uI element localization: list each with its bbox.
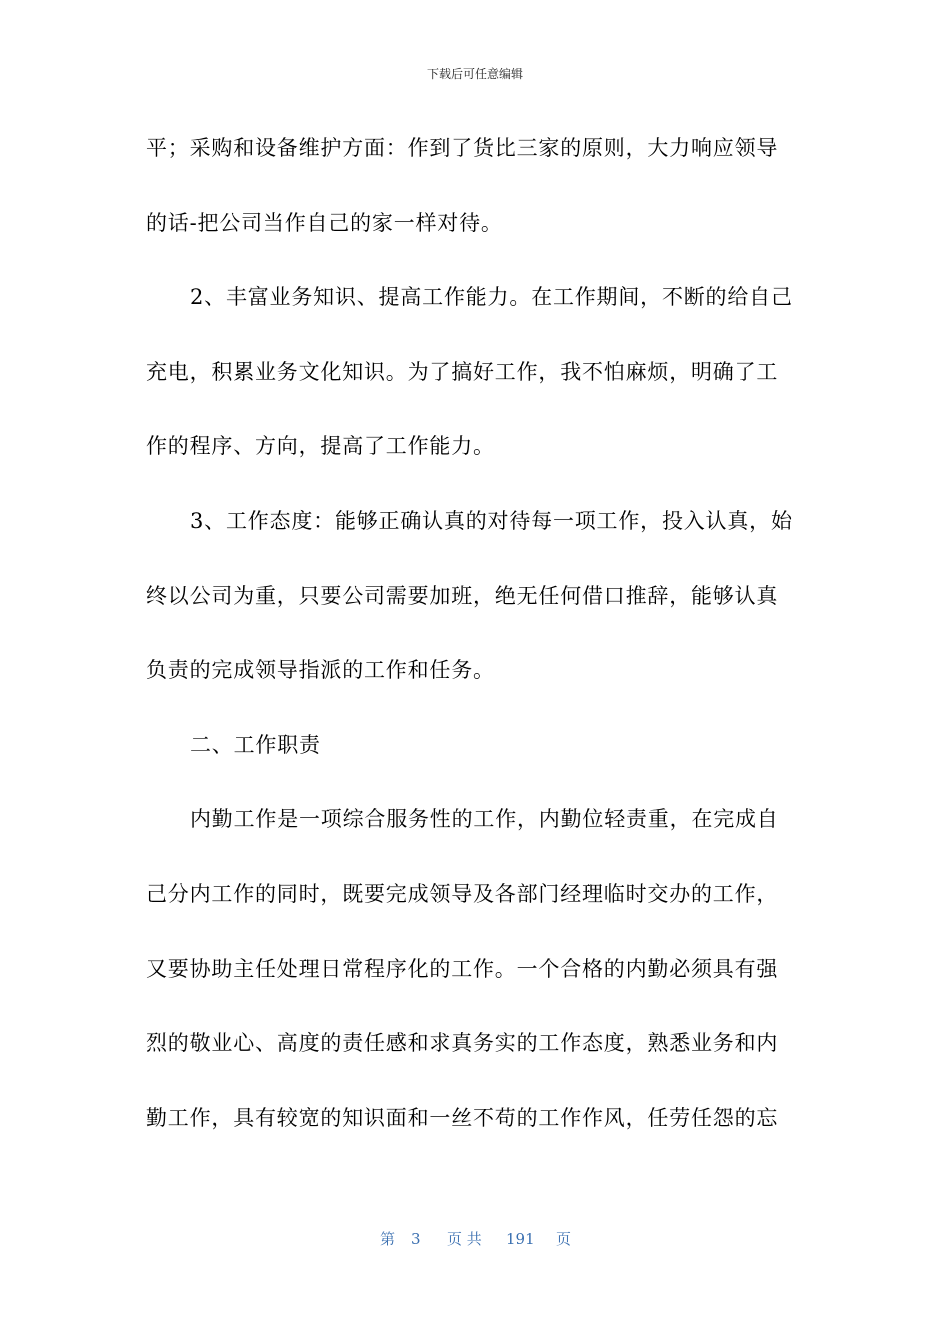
text-line: 平；采购和设备维护方面：作到了货比三家的原则，大力响应领导 bbox=[146, 136, 779, 160]
text-line: 作的程序、方向，提高了工作能力。 bbox=[146, 434, 495, 459]
total-pages-number: 191 bbox=[506, 1230, 535, 1248]
text-line: 2、丰富业务知识、提高工作能力。在工作期间，不断的给自己 bbox=[190, 285, 793, 310]
current-page-number: 3 bbox=[411, 1230, 421, 1248]
text-line: 终以公司为重，只要公司需要加班，绝无任何借口推辞，能够认真 bbox=[146, 583, 779, 608]
footer-di: 第 bbox=[380, 1230, 396, 1248]
section-heading: 二、工作职责 bbox=[190, 732, 321, 757]
text-line: 勤工作，具有较宽的知识面和一丝不苟的工作作风，任劳任怨的忘 bbox=[146, 1105, 779, 1130]
text-line: 3、工作态度：能够正确认真的对待每一项工作，投入认真，始 bbox=[190, 508, 793, 533]
text-line: 内勤工作是一项综合服务性的工作，内勤位轻责重，在完成自 bbox=[190, 807, 779, 832]
text-line: 的话-把公司当作自己的家一样对待。 bbox=[146, 210, 503, 235]
document-body bbox=[146, 124, 806, 1168]
page-header-note: 下载后可任意编辑 bbox=[426, 67, 523, 81]
footer-ye-gong: 页 共 bbox=[447, 1230, 482, 1248]
text-line: 烈的敬业心、高度的责任感和求真务实的工作态度，熟悉业务和内 bbox=[146, 1031, 779, 1056]
text-line: 充电，积累业务文化知识。为了搞好工作，我不怕麻烦，明确了工 bbox=[146, 359, 779, 384]
text-line: 负责的完成领导指派的工作和任务。 bbox=[146, 658, 495, 683]
text-line: 己分内工作的同时，既要完成领导及各部门经理临时交办的工作， bbox=[146, 881, 779, 906]
text-line: 又要协助主任处理日常程序化的工作。一个合格的内勤必须具有强 bbox=[146, 956, 779, 981]
footer-ye: 页 bbox=[556, 1230, 572, 1248]
